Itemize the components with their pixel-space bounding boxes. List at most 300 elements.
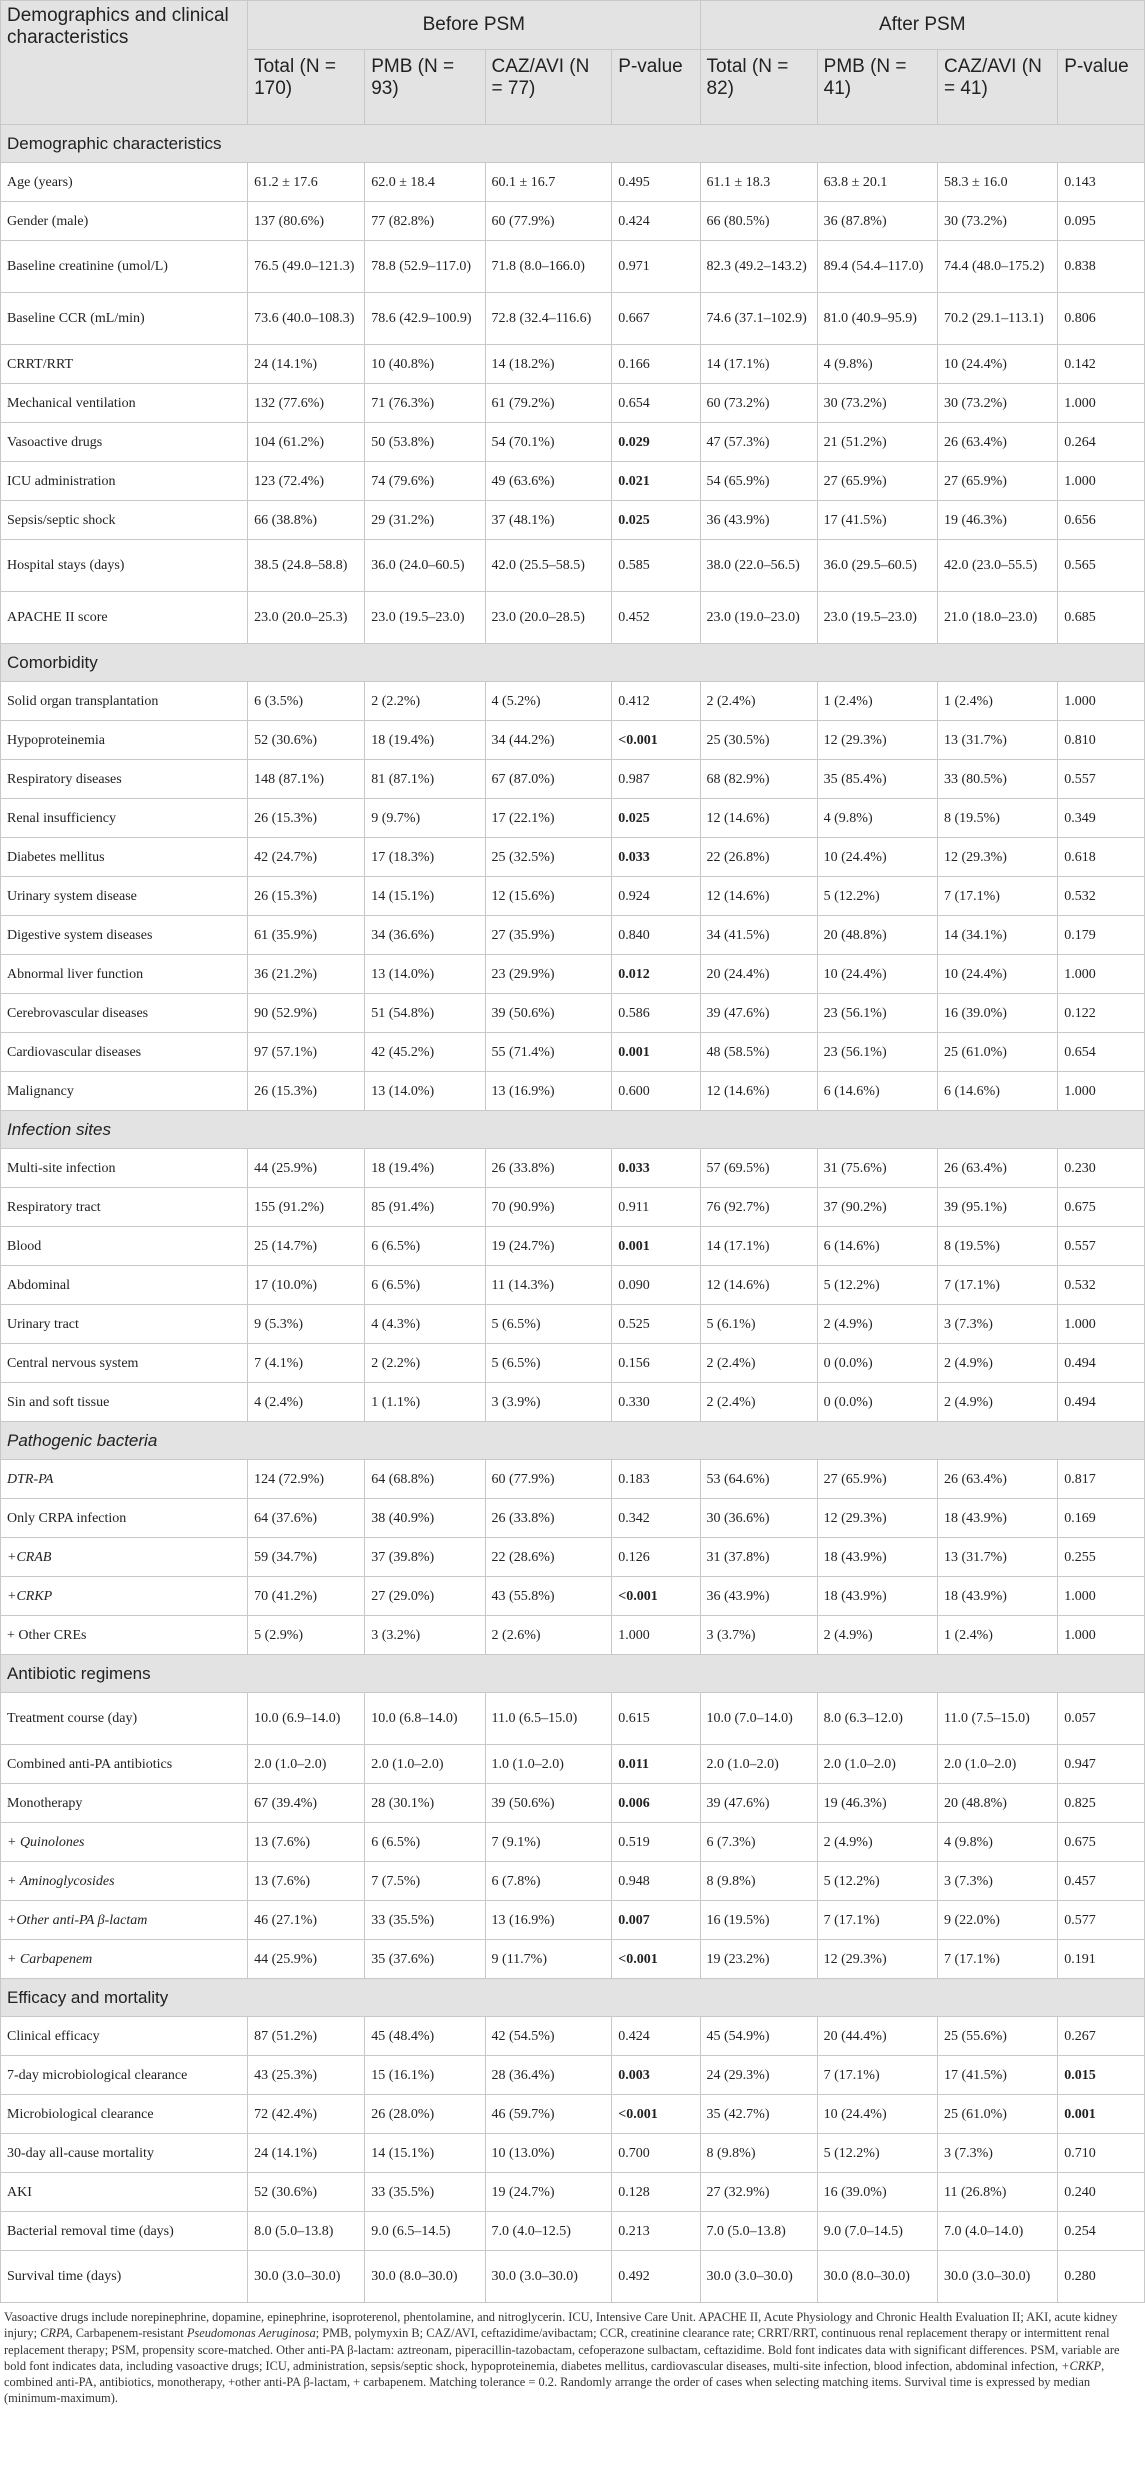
value-cell: 45 (54.9%) [700, 2017, 817, 2056]
p-value-cell: 0.169 [1058, 1499, 1145, 1538]
value-cell: 14 (34.1%) [937, 916, 1057, 955]
value-cell: 13 (7.6%) [248, 1862, 365, 1901]
value-cell: 18 (19.4%) [365, 1149, 485, 1188]
value-cell: 44 (25.9%) [248, 1940, 365, 1979]
p-value-cell: 0.280 [1058, 2251, 1145, 2303]
value-cell: 8.0 (6.3–12.0) [817, 1693, 937, 1745]
value-cell: 10 (24.4%) [937, 955, 1057, 994]
header-after-psm: After PSM [700, 1, 1144, 50]
p-value-cell: 0.191 [1058, 1940, 1145, 1979]
value-cell: 1 (1.1%) [365, 1383, 485, 1422]
row-label: Bacterial removal time (days) [1, 2212, 248, 2251]
p-value-cell: 1.000 [1058, 1577, 1145, 1616]
value-cell: 37 (90.2%) [817, 1188, 937, 1227]
value-cell: 47 (57.3%) [700, 423, 817, 462]
value-cell: 13 (16.9%) [485, 1072, 612, 1111]
value-cell: 17 (18.3%) [365, 838, 485, 877]
value-cell: 61.2 ± 17.6 [248, 163, 365, 202]
row-label: Clinical efficacy [1, 2017, 248, 2056]
value-cell: 1.0 (1.0–2.0) [485, 1745, 612, 1784]
value-cell: 0 (0.0%) [817, 1383, 937, 1422]
p-value-cell: <0.001 [612, 1940, 700, 1979]
row-label: Diabetes mellitus [1, 838, 248, 877]
value-cell: 1 (2.4%) [817, 682, 937, 721]
p-value-cell: 0.213 [612, 2212, 700, 2251]
value-cell: 18 (43.9%) [937, 1577, 1057, 1616]
value-cell: 13 (16.9%) [485, 1901, 612, 1940]
table-row [1, 241, 1145, 293]
value-cell: 13 (31.7%) [937, 1538, 1057, 1577]
value-cell: 30 (73.2%) [817, 384, 937, 423]
p-value-cell: 0.029 [612, 423, 700, 462]
p-value-cell: 0.656 [1058, 501, 1145, 540]
p-value-cell: 0.525 [612, 1305, 700, 1344]
value-cell: 23 (56.1%) [817, 1033, 937, 1072]
value-cell: 21 (51.2%) [817, 423, 937, 462]
p-value-cell: 1.000 [1058, 1072, 1145, 1111]
value-cell: 12 (29.3%) [817, 1940, 937, 1979]
row-label: +CRAB [1, 1538, 248, 1577]
p-value-cell: 0.424 [612, 202, 700, 241]
footnote-text: , combined anti-PA, antibiotics, monotherapy, +other anti-PA β-lactam, + carbapenem. Matching tolerance = 0.2. Randomly arrange the order of cases when selecting matching items. Survival time is expressed by median (minimum-maximum). [4, 2358, 1105, 2406]
value-cell: 1 (2.4%) [937, 682, 1057, 721]
value-cell: 30.0 (3.0–30.0) [937, 2251, 1057, 2303]
row-label: Cardiovascular diseases [1, 1033, 248, 1072]
value-cell: 26 (33.8%) [485, 1499, 612, 1538]
value-cell: 155 (91.2%) [248, 1188, 365, 1227]
p-value-cell: 1.000 [612, 1616, 700, 1655]
p-value-cell: 0.412 [612, 682, 700, 721]
value-cell: 6 (6.5%) [365, 1266, 485, 1305]
p-value-cell: 0.838 [1058, 241, 1145, 293]
value-cell: 85 (91.4%) [365, 1188, 485, 1227]
p-value-cell: 0.947 [1058, 1745, 1145, 1784]
value-cell: 29 (31.2%) [365, 501, 485, 540]
value-cell: 34 (41.5%) [700, 916, 817, 955]
table-row [1, 838, 1145, 877]
value-cell: 33 (35.5%) [365, 2173, 485, 2212]
row-label: Only CRPA infection [1, 1499, 248, 1538]
table-row [1, 682, 1145, 721]
value-cell: 2 (2.2%) [365, 682, 485, 721]
p-value-cell: 0.586 [612, 994, 700, 1033]
value-cell: 2 (4.9%) [937, 1383, 1057, 1422]
p-value-cell: 0.240 [1058, 2173, 1145, 2212]
value-cell: 22 (26.8%) [700, 838, 817, 877]
p-value-cell: 0.667 [612, 293, 700, 345]
p-value-cell: 0.600 [612, 1072, 700, 1111]
value-cell: 7 (4.1%) [248, 1344, 365, 1383]
section-header [1, 1422, 1145, 1460]
col-header: P-value [1058, 50, 1145, 125]
p-value-cell: <0.001 [612, 2095, 700, 2134]
value-cell: 60.1 ± 16.7 [485, 163, 612, 202]
table-row [1, 760, 1145, 799]
row-label: Multi-site infection [1, 1149, 248, 1188]
value-cell: 6 (3.5%) [248, 682, 365, 721]
row-label: Sin and soft tissue [1, 1383, 248, 1422]
table-row [1, 994, 1145, 1033]
table-row [1, 1577, 1145, 1616]
value-cell: 9 (11.7%) [485, 1940, 612, 1979]
p-value-cell: 0.230 [1058, 1149, 1145, 1188]
table-row [1, 1745, 1145, 1784]
value-cell: 22 (28.6%) [485, 1538, 612, 1577]
table-row [1, 1693, 1145, 1745]
value-cell: 67 (39.4%) [248, 1784, 365, 1823]
table-row [1, 2212, 1145, 2251]
value-cell: 34 (44.2%) [485, 721, 612, 760]
row-label: Vasoactive drugs [1, 423, 248, 462]
row-label: + Aminoglycosides [1, 1862, 248, 1901]
value-cell: 7 (17.1%) [817, 1901, 937, 1940]
value-cell: 50 (53.8%) [365, 423, 485, 462]
value-cell: 30.0 (3.0–30.0) [485, 2251, 612, 2303]
value-cell: 5 (6.1%) [700, 1305, 817, 1344]
value-cell: 23.0 (20.0–25.3) [248, 592, 365, 644]
value-cell: 9.0 (6.5–14.5) [365, 2212, 485, 2251]
value-cell: 4 (9.8%) [817, 799, 937, 838]
value-cell: 64 (68.8%) [365, 1460, 485, 1499]
p-value-cell: 0.001 [612, 1227, 700, 1266]
value-cell: 39 (95.1%) [937, 1188, 1057, 1227]
value-cell: 11 (26.8%) [937, 2173, 1057, 2212]
value-cell: 123 (72.4%) [248, 462, 365, 501]
value-cell: 16 (19.5%) [700, 1901, 817, 1940]
value-cell: 13 (14.0%) [365, 955, 485, 994]
row-label: Age (years) [1, 163, 248, 202]
value-cell: 26 (28.0%) [365, 2095, 485, 2134]
table-row [1, 592, 1145, 644]
row-label: Urinary tract [1, 1305, 248, 1344]
value-cell: 2 (4.9%) [817, 1305, 937, 1344]
value-cell: 30.0 (8.0–30.0) [817, 2251, 937, 2303]
value-cell: 87 (51.2%) [248, 2017, 365, 2056]
table-row [1, 501, 1145, 540]
section-header [1, 644, 1145, 682]
p-value-cell: 0.948 [612, 1862, 700, 1901]
row-label: + Carbapenem [1, 1940, 248, 1979]
value-cell: 76 (92.7%) [700, 1188, 817, 1227]
value-cell: 30.0 (8.0–30.0) [365, 2251, 485, 2303]
p-value-cell: 0.618 [1058, 838, 1145, 877]
section-title: Pathogenic bacteria [1, 1422, 1145, 1460]
value-cell: 30 (73.2%) [937, 384, 1057, 423]
value-cell: 26 (15.3%) [248, 877, 365, 916]
value-cell: 58.3 ± 16.0 [937, 163, 1057, 202]
value-cell: 61 (35.9%) [248, 916, 365, 955]
value-cell: 20 (48.8%) [937, 1784, 1057, 1823]
value-cell: 2.0 (1.0–2.0) [937, 1745, 1057, 1784]
value-cell: 7 (17.1%) [937, 1940, 1057, 1979]
value-cell: 36.0 (29.5–60.5) [817, 540, 937, 592]
value-cell: 25 (61.0%) [937, 2095, 1057, 2134]
value-cell: 12 (15.6%) [485, 877, 612, 916]
row-label: Baseline creatinine (umol/L) [1, 241, 248, 293]
table-row [1, 1227, 1145, 1266]
value-cell: 42 (54.5%) [485, 2017, 612, 2056]
table-row [1, 1149, 1145, 1188]
value-cell: 4 (2.4%) [248, 1383, 365, 1422]
value-cell: 78.8 (52.9–117.0) [365, 241, 485, 293]
value-cell: 10.0 (7.0–14.0) [700, 1693, 817, 1745]
p-value-cell: 0.142 [1058, 345, 1145, 384]
table-row [1, 423, 1145, 462]
p-value-cell: 0.166 [612, 345, 700, 384]
value-cell: 2 (2.2%) [365, 1344, 485, 1383]
value-cell: 12 (14.6%) [700, 877, 817, 916]
value-cell: 15 (16.1%) [365, 2056, 485, 2095]
value-cell: 4 (9.8%) [937, 1823, 1057, 1862]
value-cell: 10 (13.0%) [485, 2134, 612, 2173]
table-row [1, 1499, 1145, 1538]
value-cell: 10 (40.8%) [365, 345, 485, 384]
value-cell: 42 (24.7%) [248, 838, 365, 877]
value-cell: 11.0 (7.5–15.0) [937, 1693, 1057, 1745]
table-body [1, 125, 1145, 2303]
value-cell: 27 (35.9%) [485, 916, 612, 955]
value-cell: 36 (43.9%) [700, 1577, 817, 1616]
row-label: +CRKP [1, 1577, 248, 1616]
p-value-cell: 0.007 [612, 1901, 700, 1940]
section-header [1, 1655, 1145, 1693]
value-cell: 20 (24.4%) [700, 955, 817, 994]
value-cell: 14 (15.1%) [365, 2134, 485, 2173]
value-cell: 39 (47.6%) [700, 994, 817, 1033]
table-row [1, 462, 1145, 501]
value-cell: 14 (17.1%) [700, 1227, 817, 1266]
value-cell: 6 (14.6%) [817, 1072, 937, 1111]
value-cell: 6 (14.6%) [817, 1227, 937, 1266]
value-cell: 55 (71.4%) [485, 1033, 612, 1072]
value-cell: 9 (5.3%) [248, 1305, 365, 1344]
value-cell: 17 (41.5%) [937, 2056, 1057, 2095]
value-cell: 2.0 (1.0–2.0) [248, 1745, 365, 1784]
value-cell: 5 (6.5%) [485, 1344, 612, 1383]
table-row [1, 916, 1145, 955]
p-value-cell: 0.532 [1058, 1266, 1145, 1305]
p-value-cell: 0.025 [612, 501, 700, 540]
p-value-cell: 0.012 [612, 955, 700, 994]
value-cell: 37 (48.1%) [485, 501, 612, 540]
value-cell: 27 (29.0%) [365, 1577, 485, 1616]
p-value-cell: 0.615 [612, 1693, 700, 1745]
value-cell: 42.0 (25.5–58.5) [485, 540, 612, 592]
value-cell: 9.0 (7.0–14.5) [817, 2212, 937, 2251]
footnote-text: CRPA [40, 2326, 70, 2341]
value-cell: 23 (56.1%) [817, 994, 937, 1033]
p-value-cell: 0.003 [612, 2056, 700, 2095]
value-cell: 21.0 (18.0–23.0) [937, 592, 1057, 644]
table-row [1, 1460, 1145, 1499]
p-value-cell: 0.519 [612, 1823, 700, 1862]
value-cell: 35 (37.6%) [365, 1940, 485, 1979]
p-value-cell: 0.011 [612, 1745, 700, 1784]
value-cell: 60 (77.9%) [485, 202, 612, 241]
value-cell: 23.0 (20.0–28.5) [485, 592, 612, 644]
value-cell: 2 (4.9%) [937, 1344, 1057, 1383]
value-cell: 97 (57.1%) [248, 1033, 365, 1072]
p-value-cell: 0.090 [612, 1266, 700, 1305]
value-cell: 61 (79.2%) [485, 384, 612, 423]
table-row [1, 1616, 1145, 1655]
value-cell: 57 (69.5%) [700, 1149, 817, 1188]
value-cell: 3 (3.2%) [365, 1616, 485, 1655]
footnote-text: , Carbapenem-resistant [69, 2326, 187, 2341]
value-cell: 5 (12.2%) [817, 877, 937, 916]
value-cell: 27 (65.9%) [937, 462, 1057, 501]
value-cell: 7.0 (5.0–13.8) [700, 2212, 817, 2251]
value-cell: 20 (44.4%) [817, 2017, 937, 2056]
p-value-cell: 0.840 [612, 916, 700, 955]
table-row [1, 877, 1145, 916]
p-value-cell: 0.987 [612, 760, 700, 799]
value-cell: 7 (9.1%) [485, 1823, 612, 1862]
p-value-cell: 0.710 [1058, 2134, 1145, 2173]
row-label: Baseline CCR (mL/min) [1, 293, 248, 345]
value-cell: 59 (34.7%) [248, 1538, 365, 1577]
row-label: Microbiological clearance [1, 2095, 248, 2134]
value-cell: 43 (25.3%) [248, 2056, 365, 2095]
section-header [1, 1979, 1145, 2017]
value-cell: 14 (15.1%) [365, 877, 485, 916]
value-cell: 30 (73.2%) [937, 202, 1057, 241]
p-value-cell: 0.924 [612, 877, 700, 916]
value-cell: 7 (7.5%) [365, 1862, 485, 1901]
value-cell: 10.0 (6.9–14.0) [248, 1693, 365, 1745]
table-row [1, 2056, 1145, 2095]
col-header: P-value [612, 50, 700, 125]
table-row [1, 1188, 1145, 1227]
row-label: ICU administration [1, 462, 248, 501]
row-label: 30-day all-cause mortality [1, 2134, 248, 2173]
row-label: 7-day microbiological clearance [1, 2056, 248, 2095]
row-label: Abnormal liver function [1, 955, 248, 994]
value-cell: 30.0 (3.0–30.0) [248, 2251, 365, 2303]
value-cell: 3 (7.3%) [937, 1305, 1057, 1344]
value-cell: 12 (14.6%) [700, 799, 817, 838]
value-cell: 77 (82.8%) [365, 202, 485, 241]
p-value-cell: 0.494 [1058, 1344, 1145, 1383]
value-cell: 14 (17.1%) [700, 345, 817, 384]
value-cell: 43 (55.8%) [485, 1577, 612, 1616]
value-cell: 66 (38.8%) [248, 501, 365, 540]
value-cell: 25 (14.7%) [248, 1227, 365, 1266]
value-cell: 23.0 (19.5–23.0) [365, 592, 485, 644]
value-cell: 76.5 (49.0–121.3) [248, 241, 365, 293]
section-title: Infection sites [1, 1111, 1145, 1149]
p-value-cell: 0.143 [1058, 163, 1145, 202]
p-value-cell: 0.494 [1058, 1383, 1145, 1422]
value-cell: 39 (47.6%) [700, 1784, 817, 1823]
value-cell: 26 (63.4%) [937, 1149, 1057, 1188]
p-value-cell: 1.000 [1058, 1305, 1145, 1344]
value-cell: 35 (42.7%) [700, 2095, 817, 2134]
p-value-cell: 0.557 [1058, 1227, 1145, 1266]
value-cell: 34 (36.6%) [365, 916, 485, 955]
value-cell: 72 (42.4%) [248, 2095, 365, 2134]
value-cell: 26 (63.4%) [937, 1460, 1057, 1499]
value-cell: 26 (15.3%) [248, 799, 365, 838]
table-row [1, 540, 1145, 592]
value-cell: 19 (24.7%) [485, 2173, 612, 2212]
value-cell: 30.0 (3.0–30.0) [700, 2251, 817, 2303]
value-cell: 10 (24.4%) [937, 345, 1057, 384]
table-row [1, 1305, 1145, 1344]
table-row [1, 202, 1145, 241]
value-cell: 74 (79.6%) [365, 462, 485, 501]
value-cell: 5 (6.5%) [485, 1305, 612, 1344]
value-cell: 42.0 (23.0–55.5) [937, 540, 1057, 592]
table-row [1, 163, 1145, 202]
p-value-cell: 0.685 [1058, 592, 1145, 644]
p-value-cell: <0.001 [612, 721, 700, 760]
value-cell: 39 (50.6%) [485, 994, 612, 1033]
p-value-cell: 0.492 [612, 2251, 700, 2303]
row-label: Solid organ transplantation [1, 682, 248, 721]
section-title: Antibiotic regimens [1, 1655, 1145, 1693]
value-cell: 39 (50.6%) [485, 1784, 612, 1823]
col-header: Total (N = 82) [700, 50, 817, 125]
value-cell: 19 (24.7%) [485, 1227, 612, 1266]
p-value-cell: 1.000 [1058, 1616, 1145, 1655]
value-cell: 2 (4.9%) [817, 1616, 937, 1655]
footnote-text: Vasoactive drugs include norepinephrine, dopamine, epinephrine, isoproterenol, phentolamine, and nitroglycerin. ICU, Intensive Care Unit. APACHE II, Acute Physiology and Chronic Health Evaluation II; AKI, acute kidney injury; [4, 2310, 1118, 2341]
p-value-cell: 0.654 [1058, 1033, 1145, 1072]
value-cell: 60 (73.2%) [700, 384, 817, 423]
value-cell: 17 (22.1%) [485, 799, 612, 838]
section-header [1, 125, 1145, 163]
row-label: AKI [1, 2173, 248, 2212]
table-row [1, 2134, 1145, 2173]
value-cell: 8 (19.5%) [937, 1227, 1057, 1266]
row-label: Gender (male) [1, 202, 248, 241]
value-cell: 9 (22.0%) [937, 1901, 1057, 1940]
value-cell: 44 (25.9%) [248, 1149, 365, 1188]
value-cell: 3 (7.3%) [937, 2134, 1057, 2173]
table-row [1, 1033, 1145, 1072]
value-cell: 23.0 (19.5–23.0) [817, 592, 937, 644]
table-row [1, 1538, 1145, 1577]
section-title: Comorbidity [1, 644, 1145, 682]
value-cell: 5 (12.2%) [817, 1266, 937, 1305]
p-value-cell: 0.006 [612, 1784, 700, 1823]
value-cell: 33 (80.5%) [937, 760, 1057, 799]
value-cell: 12 (14.6%) [700, 1072, 817, 1111]
value-cell: 4 (4.3%) [365, 1305, 485, 1344]
value-cell: 18 (43.9%) [817, 1577, 937, 1616]
p-value-cell: 0.675 [1058, 1823, 1145, 1862]
value-cell: 63.8 ± 20.1 [817, 163, 937, 202]
value-cell: 28 (30.1%) [365, 1784, 485, 1823]
row-label: Abdominal [1, 1266, 248, 1305]
table-row [1, 2251, 1145, 2303]
value-cell: 70.2 (29.1–113.1) [937, 293, 1057, 345]
p-value-cell: 0.033 [612, 838, 700, 877]
value-cell: 17 (10.0%) [248, 1266, 365, 1305]
value-cell: 26 (15.3%) [248, 1072, 365, 1111]
value-cell: 81.0 (40.9–95.9) [817, 293, 937, 345]
table-row [1, 721, 1145, 760]
p-value-cell: 1.000 [1058, 955, 1145, 994]
row-label: Respiratory diseases [1, 760, 248, 799]
value-cell: 36 (21.2%) [248, 955, 365, 994]
p-value-cell: 0.911 [612, 1188, 700, 1227]
value-cell: 0 (0.0%) [817, 1344, 937, 1383]
p-value-cell: 0.424 [612, 2017, 700, 2056]
value-cell: 62.0 ± 18.4 [365, 163, 485, 202]
p-value-cell: 0.015 [1058, 2056, 1145, 2095]
